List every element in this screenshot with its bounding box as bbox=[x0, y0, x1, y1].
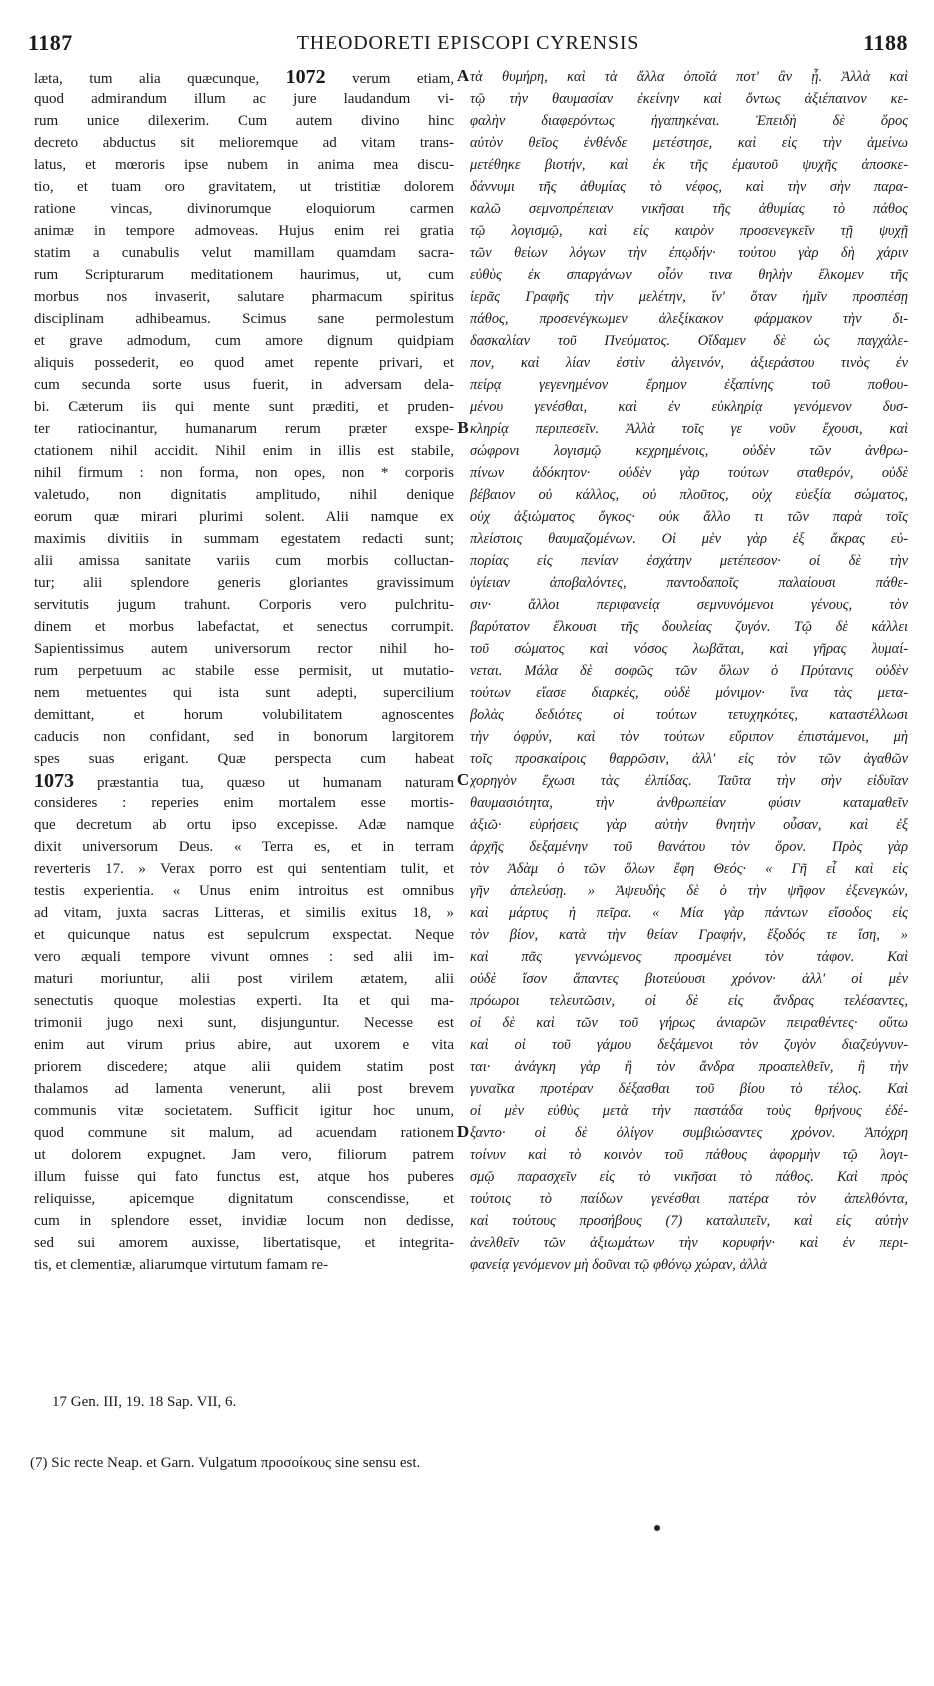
greek-line: τῷ λογισμῷ, καὶ εἰς καιρὸν προσενεγκεῖν τῇ ψυχῇ bbox=[470, 223, 908, 239]
greek-line: γυναῖκα προτέραν δέξασθαι τοῦ βίου τὸ τέλος. Καὶ bbox=[470, 1081, 908, 1097]
greek-line: τῷ τὴν θαυμασίαν ἐκείνην καὶ ὄντως ἀξιέπαινον κε- bbox=[470, 91, 908, 107]
greek-line: πρόωροι τελευτῶσιν, οἱ δὲ εἰς ἄνδρας τελέσαντες, bbox=[470, 993, 908, 1009]
greek-line: πείρᾳ γεγενημένον ἔρημον ἐξαπίνης τοῦ ποθου- bbox=[470, 377, 908, 393]
latin-line: valetudo, non dignitatis amplitudo, nihil denique bbox=[34, 487, 454, 503]
column-number: 1073 bbox=[34, 770, 74, 792]
greek-line: τοίνυν καὶ τὸ κοινὸν τοῦ πάθους ἀφορμὴν τῷ λογι- bbox=[470, 1147, 908, 1163]
latin-line: servitutis jugum trahunt. Corporis vero pulchritu- bbox=[34, 597, 454, 613]
greek-line: νεται. Μάλα δὲ σοφῶς τῶν ὅλων ὁ Πρύτανις οὐδὲν bbox=[470, 663, 908, 679]
latin-line: trimonii jugo nexi sunt, disjunguntur. Necesse est bbox=[34, 1015, 454, 1031]
latin-line: quod commune sit malum, ad acuendam rationem bbox=[34, 1125, 454, 1141]
latin-line: rum Scripturarum meditationem haurimus, ut, cum bbox=[34, 267, 454, 283]
latin-line: illum fuisse qui fato functus est, atque hos puberes bbox=[34, 1169, 454, 1185]
latin-line: tis, et clementiæ, aliarumque virtutum famam re- bbox=[34, 1257, 329, 1273]
greek-line: φαλὴν διαφερόντως ἠγαπηκέναι. Ἐπειδὴ δὲ ὅρος bbox=[470, 113, 908, 129]
latin-line: testis experientia. « Unus enim introitus est omnibus bbox=[34, 883, 454, 899]
latin-line: animæ in tempore admoveas. Hujus enim rei gratia bbox=[34, 223, 454, 239]
greek-line: οὐδὲ ἴσον ἅπαντες βιοτεύουσι χρόνον· ἀλλ' οἱ μὲν bbox=[470, 971, 908, 987]
greek-line: πλείστοις θαυμαζομένων. Οἱ μὲν γὰρ ἐξ ἄκρας εὐ- bbox=[470, 531, 908, 547]
latin-line: nem metuentes qui ista sunt adepti, supercilium bbox=[34, 685, 454, 701]
running-title: THEODORETI EPISCOPI CYRENSIS bbox=[296, 32, 640, 54]
greek-line: τὰ θυμήρη, καὶ τὰ ἄλλα ὁποῖά ποτ' ἂν ᾖ. Ἀλλὰ καὶ bbox=[470, 69, 908, 85]
latin-line: spes suas erigant. Quæ perspecta cum habeat bbox=[34, 751, 454, 767]
greek-line: βολὰς δεδιότες οἱ τούτων τετυχηκότες, καταστέλλωσι bbox=[470, 707, 908, 723]
latin-line: ut dolorem expugnet. Jam vero, filiorum patrem bbox=[34, 1147, 454, 1163]
greek-column bbox=[470, 66, 908, 1686]
latin-line: decreto abductus sit melioremque ad vitam trans- bbox=[34, 135, 454, 151]
latin-column bbox=[34, 66, 454, 1686]
greek-line: τούτων εἴασε διαρκές, οὐδὲ μόνιμον· ἵνα τὰς μετα- bbox=[470, 685, 908, 701]
greek-line: βαρύτατον ἕλκουσι τῆς δουλείας ζυγόν. Τῷ δὲ κάλλει bbox=[470, 619, 908, 635]
greek-line: πίνων ἀδόκητον· οὐδὲν γὰρ τούτων σταθερόν, οὐδὲ bbox=[470, 465, 908, 481]
greek-line: καὶ μάρτυς ἡ πεῖρα. « Μία γὰρ πάντων εἴσοδος εἰς bbox=[470, 905, 908, 921]
greek-line: καὶ οἱ τοῦ γάμου δεξάμενοι τὸν ζυγὸν διαζεύγνυν- bbox=[470, 1037, 908, 1053]
greek-line: καὶ τούτους προσήβους (7) καταλιπεῖν, καὶ εἰς αὐτὴν bbox=[470, 1213, 908, 1229]
latin-line: caducis non confidant, sed in bonorum largitorem bbox=[34, 729, 454, 745]
margin-marker-c: C bbox=[456, 770, 470, 789]
latin-line: dixit universorum Deus. « Terra es, et in terram bbox=[34, 839, 454, 855]
editorial-footnote: (7) Sic recte Neap. et Garn. Vulgatum προσοίκους sine sensu est. bbox=[30, 1455, 421, 1471]
latin-line: tur; alii splendore generis gloriantes gravissimum bbox=[34, 575, 454, 591]
latin-line: eorum quæ mirari plurimi solent. Alii namque ex bbox=[34, 509, 454, 525]
page-number-right: 1188 bbox=[863, 30, 908, 55]
greek-line: μένου γενέσθαι, καὶ ἐν εὐκληρίᾳ γενόμενον δυσ- bbox=[470, 399, 908, 415]
greek-line: καὶ πᾶς γεννώμενος προσμένει τὸν τάφον. Καὶ bbox=[470, 949, 908, 965]
latin-line: maximis divitiis in summam egestatem redacti sunt; bbox=[34, 531, 454, 547]
latin-line: rum perpetuum ac stabile esse permisit, ut mutatio- bbox=[34, 663, 454, 679]
latin-line: demittant, et horum volubilitatem agnoscentes bbox=[34, 707, 454, 723]
greek-line: ὑγίειαν ἀποβαλόντες, παντοδαποῖς παλαίουσι πάθε- bbox=[470, 575, 908, 591]
greek-line: ἀνελθεῖν τῶν ἀξιωμάτων τὴν κορυφήν· καὶ ἐν περι- bbox=[470, 1235, 908, 1251]
latin-line: senectutis quoque molestias experti. Ita et qui ma- bbox=[34, 993, 454, 1009]
greek-line: κληρίᾳ περιπεσεῖν. Ἀλλὰ τοῖς γε νοῦν ἔχουσι, καὶ bbox=[470, 421, 908, 437]
ink-dot bbox=[654, 1525, 660, 1531]
latin-line: cum in splendore esset, invidiæ locum non dedisse, bbox=[34, 1213, 454, 1229]
latin-line: quod admirandum illum ac jure laudandum vi- bbox=[34, 91, 454, 107]
latin-line: rum unice dilexerim. Cum autem divino hinc bbox=[34, 113, 454, 129]
latin-line: enim aut virum prius abire, aut uxorem e vita bbox=[34, 1037, 454, 1053]
latin-line: priorem discedere; atque alii quidem statim post bbox=[34, 1059, 454, 1075]
greek-line: χορηγὸν ἔχωσι τὰς ἐλπίδας. Ταῦτα τὴν σὴν εἰδυῖαν bbox=[470, 773, 908, 789]
greek-line: ἀξιῶ· εὑρήσεις γὰρ αὐτὴν θνητὴν οὖσαν, καὶ ἐξ bbox=[470, 817, 908, 833]
margin-marker-b: B bbox=[457, 418, 469, 437]
greek-line: τοῦ σώματος καὶ νόσος λωβᾶται, καὶ γῆρας λυμαί- bbox=[470, 641, 908, 657]
column-number: 1072 bbox=[285, 66, 326, 88]
latin-line: ter ratiocinantur, humanarum rerum præter exspe- bbox=[34, 421, 454, 437]
latin-line: que decretum ab ortu ipso excepisse. Adæ namque bbox=[34, 817, 454, 833]
greek-line: τὴν ὀφρύν, καὶ τὸν τούτων εὔριπον ἐπιστάμενοι, μὴ bbox=[470, 729, 908, 745]
greek-line: καλῶ σεμνοπρέπειαν νικῆσαι τῆς ἀθυμίας τὸ πάθος bbox=[470, 201, 908, 217]
latin-line: maturi moriuntur, alii post virilem ætatem, alii bbox=[34, 971, 454, 987]
latin-line: thalamos ad lamenta venerunt, alii post brevem bbox=[34, 1081, 454, 1097]
latin-line: statim a cunabulis velut mamillam quamdam sacra- bbox=[34, 245, 454, 261]
latin-line: consideres : reperies enim mortalem esse mortis- bbox=[34, 795, 454, 811]
latin-line: 1073 præstantia tua, quæso ut humanam naturam bbox=[34, 770, 454, 792]
latin-line: nihil firmum : non forma, non opes, non * corporis bbox=[34, 465, 454, 481]
latin-line: et quicunque natus est sepulcrum exspectat. Neque bbox=[34, 927, 454, 943]
latin-line: morbus nos invaserit, salutare pharmacum spiritus bbox=[34, 289, 454, 305]
page-header bbox=[28, 26, 908, 58]
greek-line: ξαντο· οἱ δὲ ὀλίγον συμβιώσαντες χρόνον. Ἀπόχρη bbox=[470, 1125, 908, 1141]
greek-line: τοῖς προσκαίροις θαρρῶσιν, ἀλλ' εἰς τὸν τῶν ἀγαθῶν bbox=[470, 751, 908, 767]
latin-line: ratione vincas, divinorumque eloquiorum carmen bbox=[34, 201, 454, 217]
greek-line: ἀρχῆς δεξαμένην τοῦ θανάτου τὸν ὅρον. Πρὸς γὰρ bbox=[470, 839, 908, 855]
latin-line: cum secunda sorte usus fuerit, in adversam dela- bbox=[34, 377, 454, 393]
greek-line: τὸν βίον, κατὰ τὴν θείαν Γραφήν, ἔξοδός τε ἴση, » bbox=[470, 927, 908, 943]
latin-line: communis vitæ societatem. Sufficit igitur hoc unum, bbox=[34, 1103, 454, 1119]
greek-line: σιν· ἄλλοι περιφανείᾳ σεμνυνόμενοι γένους, τὸν bbox=[470, 597, 908, 613]
greek-line: βέβαιον οὐ κάλλος, οὐ πλοῦτος, οὐχ εὐεξία σώματος, bbox=[470, 487, 908, 503]
latin-line: ctationem nihil accidit. Nihil enim in illis est stabile, bbox=[34, 443, 454, 459]
greek-line: σμῷ παρασχεῖν εἰς τὸ νικῆσαι τὸ πάθος. Καὶ πρὸς bbox=[470, 1169, 908, 1185]
greek-line: δάννυμι τῆς ἀθυμίας τὸ νέφος, καὶ τὴν σὴν παρα- bbox=[470, 179, 908, 195]
scripture-footnotes: 17 Gen. III, 19. 18 Sap. VII, 6. bbox=[52, 1394, 237, 1410]
greek-line: πορίας εἰς πενίαν ἐσχάτην μετέπεσον· οἱ δὲ τὴν bbox=[470, 553, 908, 569]
greek-line: οἱ δὲ καὶ τῶν τοῦ γήρως ἀνιαρῶν πειραθέντες· οὕτω bbox=[470, 1015, 908, 1031]
latin-line: aliquis possederit, eo quod amet repente privari, et bbox=[34, 355, 454, 371]
greek-line: αὐτὸν θεῖος ἐνθένδε μετέστησε, καὶ εἰς τὴν ἀμείνω bbox=[470, 135, 908, 151]
page-number-left: 1187 bbox=[28, 30, 73, 55]
greek-line: οὐχ ἀξιώματος ὄγκος· οὐκ ἄλλο τι τῶν παρὰ τοῖς bbox=[470, 509, 908, 525]
latin-line: dinem et morbus labefactat, et senectus corrumpit. bbox=[34, 619, 454, 635]
margin-marker-a: A bbox=[456, 66, 470, 85]
latin-line: Sapientissimus autem universorum rector nihil ho- bbox=[34, 641, 454, 657]
latin-line: tio, et tuam oro gravitatem, ut tristitiæ dolorem bbox=[34, 179, 454, 195]
margin-marker-d: D bbox=[456, 1122, 470, 1141]
latin-line: sed sui amorem auxisse, libertatisque, et integrita- bbox=[34, 1235, 454, 1251]
greek-line: πον, καὶ λίαν ἐστὶν ἀλγεινόν, ἀξιεράστου τινὸς ἐν bbox=[470, 355, 908, 371]
greek-line: τὸν Ἀδὰμ ὁ τῶν ὅλων ἔφη Θεός· « Γῆ εἶ καὶ εἰς bbox=[470, 861, 908, 877]
latin-line: et grave admodum, cum amore dignum quidpiam bbox=[34, 333, 454, 349]
latin-line: vero æquali tempore vivunt omnes : sed alii im- bbox=[34, 949, 454, 965]
greek-line: μετέθηκε βιοτήν, καὶ ἐκ τῆς ἐμαυτοῦ ψυχῆς ἀποσκε- bbox=[470, 157, 908, 173]
latin-line: alii amissa sanitate variis cum morbis colluctan- bbox=[34, 553, 454, 569]
greek-line: οἱ μὲν εὐθὺς μετὰ τὴν παστάδα τοὺς θρήνους ἐδέ- bbox=[470, 1103, 908, 1119]
latin-line: reverteris 17. » Verax porro est qui sententiam tulit, et bbox=[34, 861, 454, 877]
latin-line: bi. Cæterum iis qui mente sunt præditi, et pruden- bbox=[34, 399, 454, 415]
greek-line: φανείᾳ γενόμενον μὴ δοῦναι τῷ φθόνῳ χώραν, ἀλλὰ bbox=[470, 1257, 768, 1273]
greek-line: τῶν θείων λόγων τὴν ἐπῳδήν· τούτου γὰρ δὴ χάριν bbox=[470, 245, 908, 261]
latin-line: disciplinam adhibeamus. Scimus sane permolestum bbox=[34, 311, 454, 327]
greek-line: γῆν ἀπελεύσῃ. » Ἀψευδὴς δὲ ὁ τὴν ψῆφον ἐξενεγκών, bbox=[470, 883, 908, 899]
greek-line: ἱερᾶς Γραφῆς τὴν μελέτην, ἵν' ὅταν ἡμῖν προσπέσῃ bbox=[470, 289, 908, 305]
greek-line: θαυμασιότητα, τὴν ἀνθρωπείαν φύσιν καταμαθεῖν bbox=[470, 795, 908, 811]
latin-line: læta, tum alia quæcunque, 1072 verum etiam, bbox=[34, 66, 454, 88]
latin-line: reliquisse, apicemque dignitatum conscendisse, et bbox=[34, 1191, 454, 1207]
greek-line: τούτοις τὸ παίδων γενέσθαι πατέρα τὸν ἀπελθόντα, bbox=[470, 1191, 908, 1207]
greek-line: εὐθὺς ἐκ σπαργάνων οἷόν τινα θηλὴν ἕλκομεν τῆς bbox=[470, 267, 908, 283]
greek-line: δασκαλίαν τοῦ Πνεύματος. Οἴδαμεν δὲ ὡς παγχάλε- bbox=[470, 333, 908, 349]
greek-line: ται· ἀνάγκη γὰρ ἢ τὸν ἄνδρα προαπελθεῖν, ἢ τὴν bbox=[470, 1059, 908, 1075]
greek-line: πάθος, προσενέγκωμεν ἀλεξίκακον φάρμακον τὴν δι- bbox=[470, 311, 908, 327]
latin-line: ad vitam, juxta sacras Litteras, et similis exitus 18, » bbox=[34, 905, 454, 921]
greek-line: σώφρονι λογισμῷ κεχρημένοις, οὐδὲν τῶν ἀνθρω- bbox=[470, 443, 908, 459]
latin-line: latus, et mœroris ipse nubem in anima mea discu- bbox=[34, 157, 454, 173]
